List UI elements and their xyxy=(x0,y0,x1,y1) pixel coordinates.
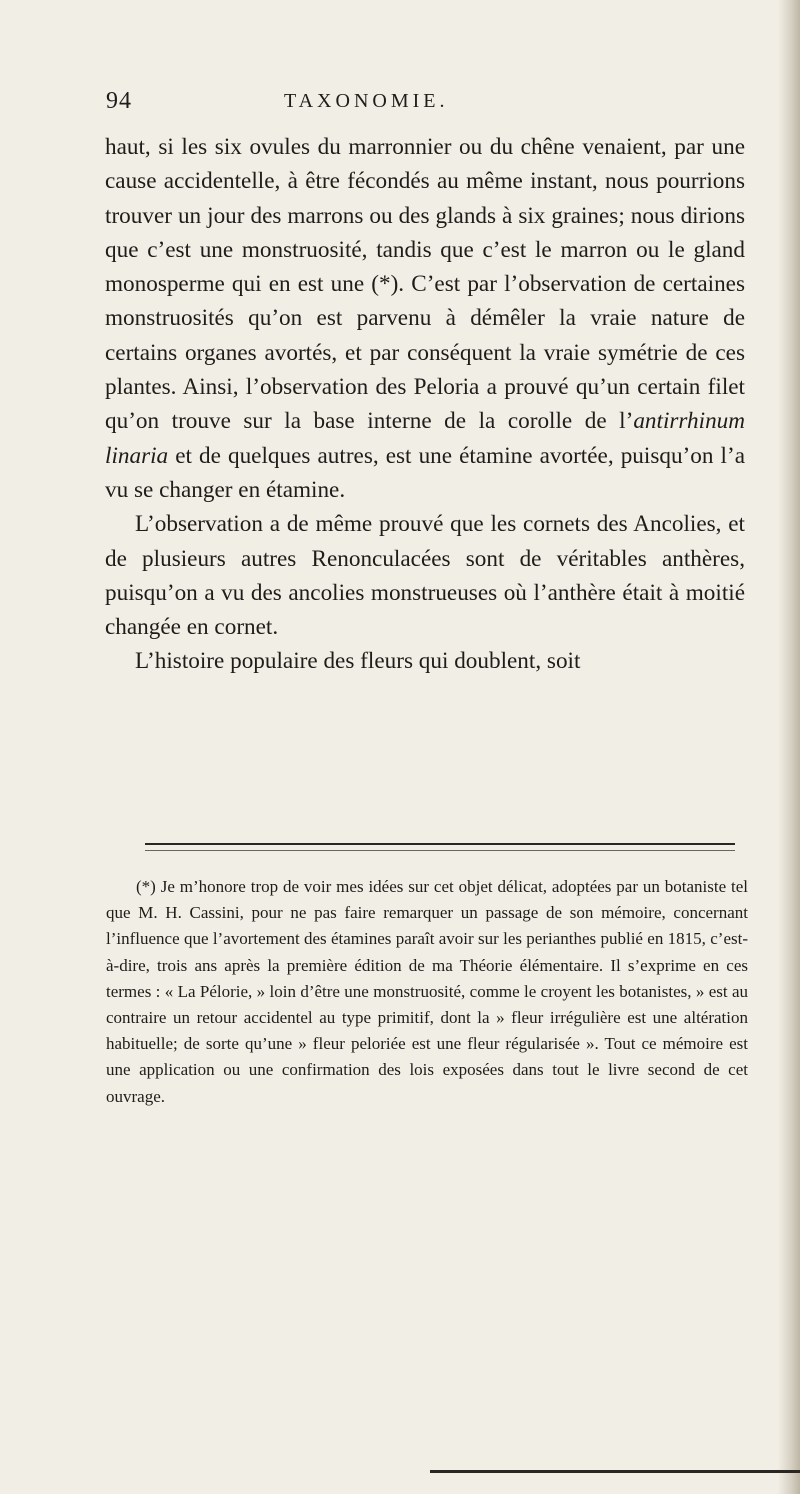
page-edge-shadow xyxy=(778,0,800,1494)
paragraph-1 xyxy=(105,130,745,507)
paragraph-2: L’observation a de même prouvé que les cornets des Ancolies, et de plusieurs autres Renonculacées sont de véritables anthères, puisqu’on a vu des ancolies monstrueuses où l’anthère était à moitié changée en cornet. xyxy=(105,511,745,641)
footnote-text: (*) Je m’honore trop de voir mes idées sur cet objet délicat, adoptées par un botaniste tel que M. H. Cassini, pour ne pas faire remarquer un passage de son mémoire, concernant l’influence que l’avortement des étamines paraît avoir sur les perianthes publié en 1815, c’est-à-dire, trois ans après la première édition de ma Théorie élémentaire. Il s’exprime en ces termes : « La Pélorie, » loin d’être une monstruosité, comme le croyent les botanistes, » est au contraire un retour accidentel au type primitif, dont la » fleur irrégulière est une altération habituelle; de sorte qu’une » fleur peloriée est une fleur régularisée ». Tout ce mémoire est une application ou une confirmation des lois exposées dans tout le livre second de cet ouvrage. xyxy=(106,877,748,1106)
running-head: TAXONOMIE. xyxy=(284,90,449,112)
footnote-rule-thin xyxy=(145,850,735,851)
footnote xyxy=(106,874,748,1110)
footnote-rule xyxy=(145,843,735,845)
page-bottom-edge xyxy=(430,1470,800,1473)
paragraph-3: L’histoire populaire des fleurs qui doublent, soit xyxy=(135,648,581,675)
page-number: 94 xyxy=(106,88,132,114)
page-header xyxy=(106,88,746,128)
paragraph-1-text: haut, si les six ovules du marronnier ou du chêne venaient, par une cause accidentelle, à être fécondés au même instant, nous pourrions trouver un jour des marrons ou des glands à six graines; nous dirions que c’est une monstruosité, tandis que c’est le marron ou le gland monosperme qui en est une (*). C’est par l’observation de certaines monstruosités qu’on est parvenu à démêler la vraie nature de certains organes avortés, et par conséquent la vraie symétrie de ces plantes. Ainsi, l’observation des Peloria a prouvé qu’un certain filet qu’on trouve sur la base interne de la corolle de l’ xyxy=(105,134,745,435)
paragraph-1-tail: et de quelques autres, est une étamine avortée, puisqu’on l’a vu se changer en étamine. xyxy=(105,442,745,503)
body-text xyxy=(105,130,745,679)
paragraph-1-italic: antirrhinum linaria xyxy=(105,408,745,469)
